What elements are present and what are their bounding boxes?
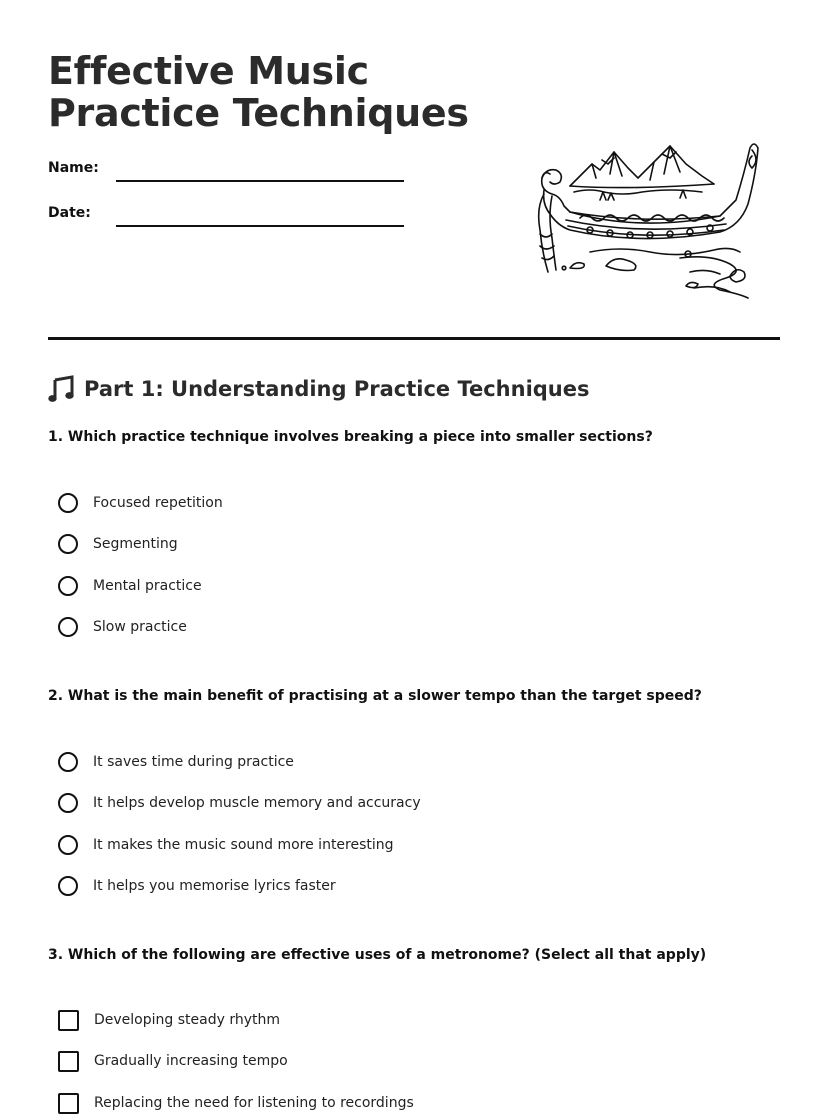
checkbox[interactable]	[58, 1051, 79, 1072]
radio-button[interactable]	[58, 534, 78, 554]
option-label: It helps develop muscle memory and accuracy	[93, 795, 421, 811]
name-label: Name:	[48, 160, 99, 176]
question-3: 3. Which of the following are effective uses of a metronome? (Select all that apply)	[48, 947, 707, 963]
q2-option-memorise-lyrics[interactable]	[58, 874, 336, 898]
option-label: Focused repetition	[93, 495, 223, 511]
checkbox[interactable]	[58, 1010, 79, 1031]
question-1: 1. Which practice technique involves breaking a piece into smaller sections?	[48, 429, 653, 445]
q1-option-focused-repetition[interactable]	[58, 491, 223, 515]
option-label: Segmenting	[93, 536, 178, 552]
option-label: Slow practice	[93, 619, 187, 635]
option-label: Mental practice	[93, 578, 202, 594]
part1-title: Part 1: Understanding Practice Techniques	[84, 377, 590, 401]
checkbox[interactable]	[58, 1093, 79, 1114]
option-label: Gradually increasing tempo	[94, 1053, 288, 1069]
q2-option-muscle-memory[interactable]	[58, 791, 421, 815]
radio-button[interactable]	[58, 617, 78, 637]
option-label: It makes the music sound more interesting	[93, 837, 394, 853]
q3-option-increasing-tempo[interactable]	[58, 1049, 288, 1073]
question-2: 2. What is the main benefit of practising at a slower tempo than the target speed?	[48, 688, 702, 704]
viking-longship-illustration	[530, 134, 762, 302]
option-label: Developing steady rhythm	[94, 1012, 280, 1028]
option-label: It helps you memorise lyrics faster	[93, 878, 336, 894]
radio-button[interactable]	[58, 876, 78, 896]
q1-option-slow-practice[interactable]	[58, 615, 187, 639]
date-label: Date:	[48, 205, 91, 221]
q2-option-more-interesting[interactable]	[58, 833, 394, 857]
page-title: Effective Music Practice Techniques	[48, 49, 469, 135]
q1-option-mental-practice[interactable]	[58, 574, 202, 598]
radio-button[interactable]	[58, 835, 78, 855]
section-divider	[48, 337, 780, 340]
name-field[interactable]	[116, 180, 404, 182]
q2-option-saves-time[interactable]	[58, 750, 294, 774]
date-field[interactable]	[116, 225, 404, 227]
radio-button[interactable]	[58, 576, 78, 596]
q3-option-replacing-recordings[interactable]	[58, 1091, 414, 1115]
option-label: It saves time during practice	[93, 754, 294, 770]
part1-heading	[48, 374, 590, 404]
q1-option-segmenting[interactable]	[58, 532, 178, 556]
radio-button[interactable]	[58, 793, 78, 813]
radio-button[interactable]	[58, 752, 78, 772]
q3-option-steady-rhythm[interactable]	[58, 1008, 280, 1032]
option-label: Replacing the need for listening to recordings	[94, 1095, 414, 1111]
music-note-icon	[48, 375, 74, 403]
radio-button[interactable]	[58, 493, 78, 513]
